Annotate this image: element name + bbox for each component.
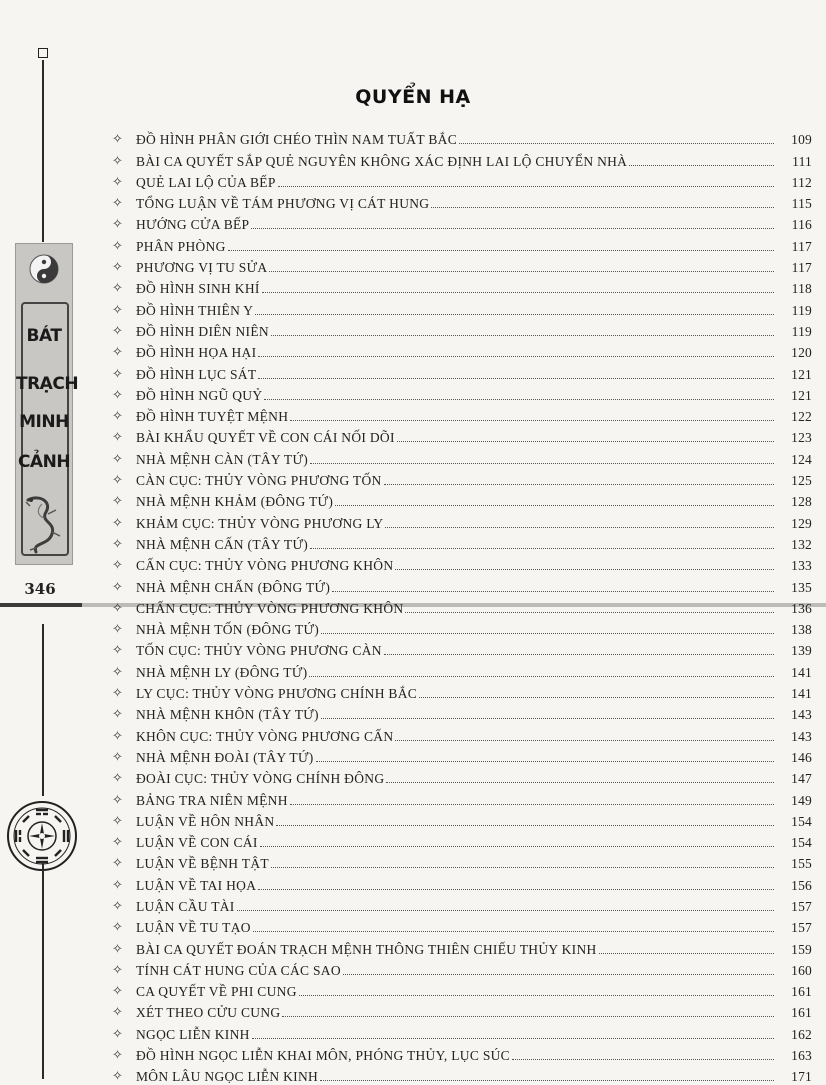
dot-leader [316,761,774,762]
book-spine-panel [15,243,79,565]
toc-entry [112,468,812,489]
dot-leader [260,846,774,847]
bullet-diamond-icon: ✧ [112,600,123,616]
toc-entry-title: ĐỒ HÌNH SINH KHÍ [136,281,260,297]
toc-entry [112,1021,812,1042]
toc-entry-page: 155 [791,856,812,872]
yin-yang-icon [29,254,59,284]
toc-entry [112,596,812,617]
toc-entry [112,212,812,233]
toc-entry [112,1064,812,1085]
toc-entry-page: 118 [791,281,812,297]
vertical-rule [42,624,44,796]
toc-entry [112,233,812,254]
toc-entry-page: 119 [791,302,812,318]
dot-leader [332,591,774,592]
toc-entry-title: KHÔN CỤC: THỦY VÒNG PHƯƠNG CẤN [136,728,394,744]
toc-entry-title: BÀI CA QUYẾT SẮP QUẺ NGUYÊN KHÔNG XÁC ĐỊNH LAI LỘ CHUYỂN NHÀ [136,153,628,169]
toc-entry-page: 163 [791,1048,812,1064]
toc-entry-page: 109 [791,132,812,148]
bullet-diamond-icon: ✧ [112,387,123,403]
toc-entry-page: 162 [791,1026,812,1042]
bullet-diamond-icon: ✧ [112,856,123,872]
bullet-diamond-icon: ✧ [112,728,123,744]
toc-entry [112,191,812,212]
toc-entry-page: 161 [791,984,812,1000]
spine-title-word-3: MINH [19,412,69,432]
bullet-diamond-icon: ✧ [112,515,123,531]
toc-entry [112,489,812,510]
bullet-diamond-icon: ✧ [112,813,123,829]
toc-entry-page: 128 [791,494,812,510]
bullet-diamond-icon: ✧ [112,792,123,808]
toc-entry-title: QUẺ LAI LỘ CỦA BẾP [136,174,276,190]
bullet-diamond-icon: ✧ [112,1048,123,1064]
toc-entry [112,809,812,830]
bullet-diamond-icon: ✧ [112,664,123,680]
toc-entry-page: 129 [791,515,812,531]
toc-entry-title: ĐỒ HÌNH TUYỆT MỆNH [136,409,289,425]
toc-entry [112,638,812,659]
toc-entry-title: MÔN LÂU NGỌC LIỄN KINH [136,1069,319,1085]
toc-entry-page: 138 [791,622,812,638]
dot-leader [395,569,774,570]
bullet-diamond-icon: ✧ [112,643,123,659]
dot-leader [271,335,774,336]
dot-leader [343,974,774,975]
dot-leader [290,420,774,421]
bullet-diamond-icon: ✧ [112,238,123,254]
dot-leader [405,612,774,613]
dot-leader [251,228,774,229]
toc-entry-page: 157 [791,920,812,936]
toc-entry-title: ĐỒ HÌNH DIÊN NIÊN [136,323,269,339]
bullet-diamond-icon: ✧ [112,686,123,702]
bullet-diamond-icon: ✧ [112,132,123,148]
toc-entry [112,766,812,787]
toc-entry [112,574,812,595]
toc-entry [112,297,812,318]
toc-entry-title: HƯỚNG CỬA BẾP [136,217,250,233]
dot-leader [264,399,774,400]
dot-leader [253,931,774,932]
dot-leader [419,697,774,698]
toc-entry [112,404,812,425]
toc-entry-title: BẢNG TRA NIÊN MỆNH [136,792,288,808]
toc-entry-title: LUẬN CẦU TÀI [136,898,235,914]
toc-entry [112,127,812,148]
bullet-diamond-icon: ✧ [112,302,123,318]
toc-entry-page: 123 [791,430,812,446]
toc-entry [112,958,812,979]
toc-entry-title: CA QUYẾT VỀ PHI CUNG [136,984,297,1000]
toc-entry-page: 116 [791,217,812,233]
toc-entry-title: BÀI CA QUYẾT ĐOÁN TRẠCH MỆNH THÔNG THIÊN CHIẾU THỦY KINH [136,941,597,957]
bullet-diamond-icon: ✧ [112,707,123,723]
bullet-diamond-icon: ✧ [112,323,123,339]
toc-entry-title: PHƯƠNG VỊ TU SỬA [136,260,268,276]
toc-entry [112,659,812,680]
toc-entry [112,851,812,872]
toc-entry-page: 115 [791,196,812,212]
toc-entry-page: 121 [791,387,812,403]
dot-leader [321,718,774,719]
toc-entry-title: NHÀ MỆNH KHẢM (ĐÔNG TỨ) [136,494,334,510]
toc-entry [112,255,812,276]
toc-entry-title: NHÀ MỆNH ĐOÀI (TÂY TỨ) [136,749,314,765]
toc-entry-title: CÀN CỤC: THỦY VÒNG PHƯƠNG TỐN [136,473,382,489]
toc-entry-title: LUẬN VỀ TU TẠO [136,920,251,936]
bullet-diamond-icon: ✧ [112,536,123,552]
toc-entry-title: XÉT THEO CỬU CUNG [136,1005,281,1021]
toc-entry-page: 154 [791,835,812,851]
toc-entry [112,745,812,766]
toc-entry-page: 111 [792,153,812,169]
dot-leader [290,804,774,805]
toc-entry [112,979,812,1000]
bullet-diamond-icon: ✧ [112,920,123,936]
bullet-diamond-icon: ✧ [112,1026,123,1042]
toc-entry-title: NHÀ MỆNH CẤN (TÂY TỨ) [136,536,309,552]
toc-entry-page: 122 [791,409,812,425]
dot-leader [335,505,774,506]
toc-entry [112,425,812,446]
toc-entry-title: NHÀ MỆNH LY (ĐÔNG TỨ) [136,664,308,680]
bullet-diamond-icon: ✧ [112,877,123,893]
bullet-diamond-icon: ✧ [112,898,123,914]
toc-entry-page: 120 [791,345,812,361]
dot-leader [269,271,774,272]
dragon-icon [22,492,66,556]
toc-entry-page: 141 [791,686,812,702]
toc-entry [112,787,812,808]
toc-entry [112,617,812,638]
toc-entry-title: NGỌC LIỄN KINH [136,1026,250,1042]
dot-leader [599,953,774,954]
toc-entry [112,1043,812,1064]
dot-leader [386,782,774,783]
toc-entry-title: ĐỒ HÌNH NGŨ QUỶ [136,387,263,403]
bullet-diamond-icon: ✧ [112,984,123,1000]
toc-entry-page: 121 [791,366,812,382]
toc-entry-page: 124 [791,451,812,467]
bullet-diamond-icon: ✧ [112,494,123,510]
toc-entry-page: 154 [791,813,812,829]
toc-entry-title: NHÀ MỆNH KHÔN (TÂY TỨ) [136,707,319,723]
dot-leader [512,1059,774,1060]
toc-entry [112,936,812,957]
toc-entry-title: TỔNG LUẬN VỀ TÁM PHƯƠNG VỊ CÁT HUNG [136,196,430,212]
dot-leader [258,889,774,890]
bullet-diamond-icon: ✧ [112,196,123,212]
toc-entry-title: ĐỒ HÌNH PHÂN GIỚI CHÉO THÌN NAM TUẤT BẮC [136,132,457,148]
toc-entry-title: KHẢM CỤC: THỦY VÒNG PHƯƠNG LY [136,515,384,531]
toc-entry [112,510,812,531]
toc-entry [112,319,812,340]
toc-entry-title: CẤN CỤC: THỦY VÒNG PHƯƠNG KHÔN [136,558,394,574]
toc-entry [112,446,812,467]
bullet-diamond-icon: ✧ [112,281,123,297]
spine-title-word-4: CẢNH [17,452,71,472]
toc-entry-page: 139 [791,643,812,659]
dot-leader [228,250,774,251]
spine-title-word-1: BÁT [26,326,62,346]
dot-leader [258,378,774,379]
toc-entry-title: TÍNH CÁT HUNG CỦA CÁC SAO [136,962,341,978]
bullet-diamond-icon: ✧ [112,1069,123,1085]
toc-entry-title: LUẬN VỀ BỆNH TẬT [136,856,269,872]
toc-entry-page: 133 [791,558,812,574]
bullet-diamond-icon: ✧ [112,409,123,425]
toc-entry-page: 160 [791,962,812,978]
toc-entry [112,148,812,169]
bullet-diamond-icon: ✧ [112,835,123,851]
dot-leader [397,441,774,442]
toc-entry [112,872,812,893]
toc-entry-title: ĐỒ HÌNH NGỌC LIỄN KHAI MÔN, PHÓNG THỦY, LỤC SÚC [136,1048,510,1064]
toc-entry-title: NHÀ MỆNH CÀN (TÂY TỨ) [136,451,309,467]
toc-entry-title: PHÂN PHÒNG [136,238,226,254]
bullet-diamond-icon: ✧ [112,217,123,233]
dot-leader [629,165,774,166]
toc-entry-page: 159 [791,941,812,957]
dot-leader [299,995,774,996]
toc-entry-page: 157 [791,898,812,914]
toc-entry-page: 125 [791,473,812,489]
dot-leader [384,654,774,655]
bullet-diamond-icon: ✧ [112,366,123,382]
dot-leader [278,186,774,187]
toc-entry-page: 143 [791,707,812,723]
dot-leader [459,143,774,144]
dot-leader [310,463,774,464]
bullet-diamond-icon: ✧ [112,771,123,787]
dot-leader [258,356,774,357]
dot-leader [237,910,774,911]
bullet-diamond-icon: ✧ [112,430,123,446]
toc-entry-title: BÀI KHẨU QUYẾT VỀ CON CÁI NỐI DÕI [136,430,395,446]
toc-entry-title: NHÀ MỆNH CHẤN (ĐÔNG TỨ) [136,579,331,595]
toc-entry [112,723,812,744]
dot-leader [255,314,774,315]
dot-leader [395,740,774,741]
toc-entry [112,702,812,723]
toc-entry-title: ĐỒ HÌNH LỤC SÁT [136,366,257,382]
bullet-diamond-icon: ✧ [112,473,123,489]
table-of-contents [112,127,812,1085]
dot-leader [282,1016,774,1017]
toc-entry [112,681,812,702]
toc-entry-page: 112 [791,174,812,190]
dot-leader [321,633,774,634]
toc-entry [112,361,812,382]
toc-entry [112,340,812,361]
corner-square-ornament [38,48,48,58]
toc-entry [112,383,812,404]
toc-entry-title: ĐỒ HÌNH THIÊN Y [136,302,254,318]
dot-leader [385,527,774,528]
toc-entry [112,553,812,574]
bullet-diamond-icon: ✧ [112,174,123,190]
spine-title-word-2: TRẠCH [16,374,79,394]
dot-leader [262,292,774,293]
bullet-diamond-icon: ✧ [112,962,123,978]
toc-entry [112,276,812,297]
toc-entry-title: LUẬN VỀ TAI HỌA [136,877,257,893]
toc-entry-page: 132 [791,536,812,552]
toc-entry [112,532,812,553]
section-heading: QUYỂN HẠ [355,86,471,108]
dot-leader [271,867,774,868]
toc-entry-page: 117 [791,238,812,254]
bullet-diamond-icon: ✧ [112,941,123,957]
toc-entry-title: LY CỤC: THỦY VÒNG PHƯƠNG CHÍNH BẮC [136,686,418,702]
bullet-diamond-icon: ✧ [112,749,123,765]
toc-entry [112,915,812,936]
toc-entry-title: LUẬN VỀ HÔN NHÂN [136,813,275,829]
toc-entry-page: 149 [791,792,812,808]
toc-entry [112,1000,812,1021]
toc-entry-page: 161 [791,1005,812,1021]
dot-leader [309,676,774,677]
vertical-rule [42,862,44,1079]
vertical-rule [42,60,44,242]
toc-entry-title: TỐN CỤC: THỦY VÒNG PHƯƠNG CÀN [136,643,382,659]
page-number: 346 [24,580,56,598]
toc-entry-page: 136 [791,600,812,616]
toc-entry-title: NHÀ MỆNH TỐN (ĐÔNG TỨ) [136,622,320,638]
dot-leader [276,825,774,826]
toc-entry-title: CHẤN CỤC: THỦY VÒNG PHƯƠNG KHÔN [136,600,404,616]
bullet-diamond-icon: ✧ [112,345,123,361]
dot-leader [310,548,774,549]
toc-entry-page: 171 [791,1069,812,1085]
toc-entry-page: 147 [791,771,812,787]
toc-entry-page: 119 [791,323,812,339]
bullet-diamond-icon: ✧ [112,579,123,595]
bullet-diamond-icon: ✧ [112,153,123,169]
dot-leader [320,1080,774,1081]
toc-entry-page: 135 [791,579,812,595]
toc-entry-page: 117 [791,260,812,276]
dot-leader [384,484,774,485]
toc-entry-title: LUẬN VỀ CON CÁI [136,835,258,851]
bullet-diamond-icon: ✧ [112,260,123,276]
toc-entry-page: 143 [791,728,812,744]
toc-entry-title: ĐOÀI CỤC: THỦY VÒNG CHÍNH ĐÔNG [136,771,385,787]
toc-entry-title: ĐỒ HÌNH HỌA HẠI [136,345,257,361]
dot-leader [431,207,774,208]
toc-entry-page: 141 [791,664,812,680]
toc-entry [112,830,812,851]
bullet-diamond-icon: ✧ [112,451,123,467]
bullet-diamond-icon: ✧ [112,1005,123,1021]
toc-entry-page: 146 [791,749,812,765]
dot-leader [252,1038,774,1039]
bullet-diamond-icon: ✧ [112,622,123,638]
toc-entry [112,170,812,191]
page-divider-accent [0,603,82,607]
toc-entry-page: 156 [791,877,812,893]
bullet-diamond-icon: ✧ [112,558,123,574]
toc-entry [112,894,812,915]
